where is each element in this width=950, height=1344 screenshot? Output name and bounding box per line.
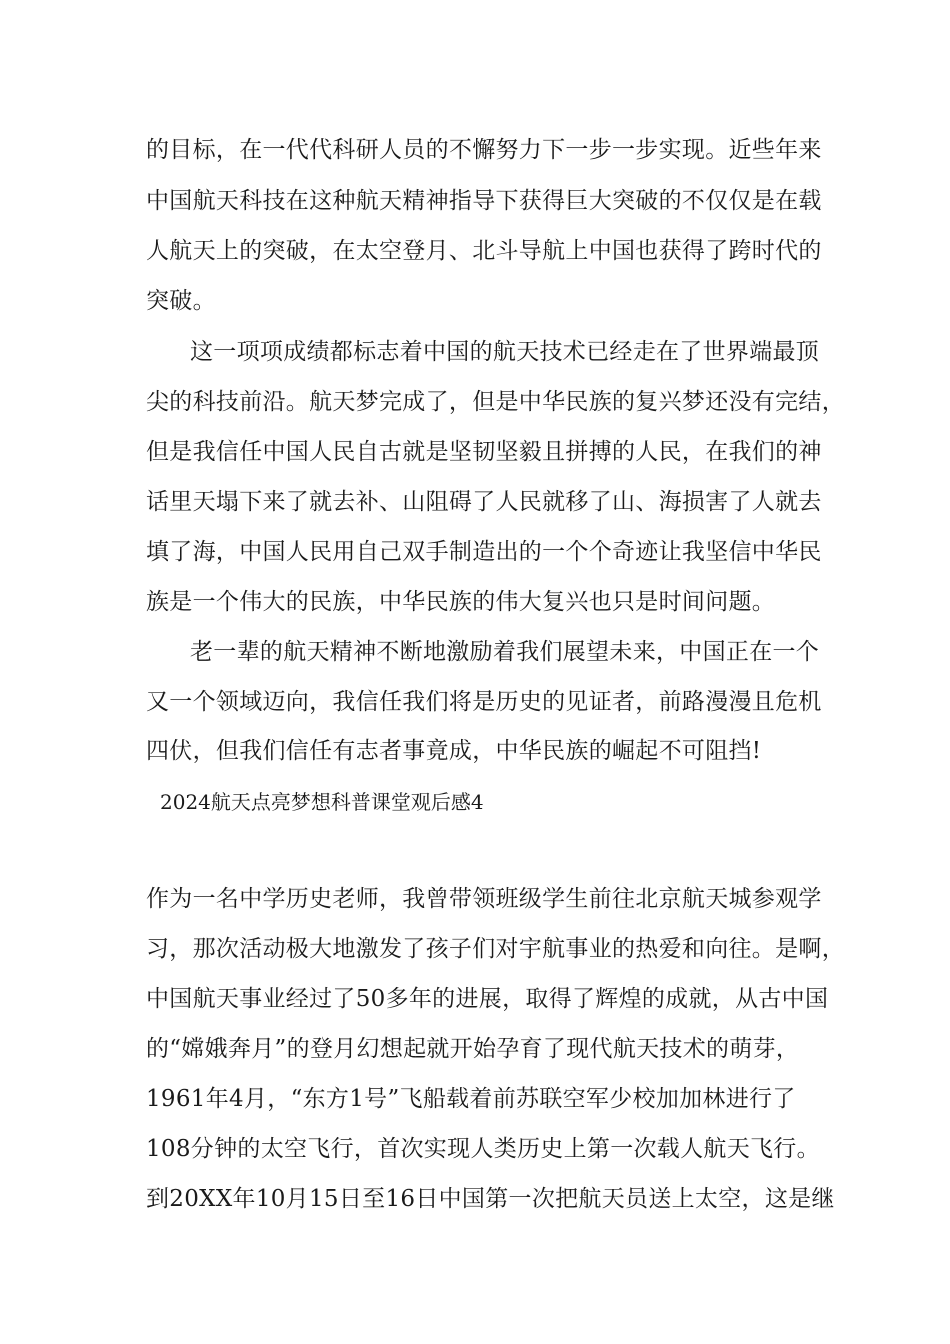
- section-title: 2024航天点亮梦想科普课堂观后感4: [160, 790, 484, 814]
- text-line: 习，那次活动极大地激发了孩子们对宇航事业的热爱和向往。是啊，: [146, 936, 845, 962]
- text-line: 话里天塌下来了就去补、山阻碍了人民就移了山、海损害了人就去: [146, 489, 822, 515]
- text-line: 中国航天事业经过了50多年的进展，取得了辉煌的成就，从古中国: [146, 986, 829, 1012]
- text-line: 又一个领域迈向，我信任我们将是历史的见证者，前路漫漫且危机: [146, 689, 822, 715]
- text-line: 1961年4月，“东方1号”飞船载着前苏联空军少校加加林进行了: [146, 1086, 796, 1112]
- text-line: 人航天上的突破，在太空登月、北斗导航上中国也获得了跨时代的: [146, 238, 822, 264]
- text-line: 族是一个伟大的民族，中华民族的伟大复兴也只是时间问题。: [146, 589, 776, 615]
- text-line: 这一项项成绩都标志着中国的航天技术已经走在了世界端最顶: [190, 339, 820, 365]
- text-line: 尖的科技前沿。航天梦完成了，但是中华民族的复兴梦还没有完结，: [146, 389, 845, 415]
- text-line: 但是我信任中国人民自古就是坚韧坚毅且拼搏的人民，在我们的神: [146, 439, 822, 465]
- text-line: 的“嫦娥奔月”的登月幻想起就开始孕育了现代航天技术的萌芽，: [146, 1036, 800, 1062]
- text-line: 中国航天科技在这种航天精神指导下获得巨大突破的不仅仅是在载: [146, 188, 822, 214]
- text-line: 老一辈的航天精神不断地激励着我们展望未来，中国正在一个: [190, 639, 820, 665]
- text-line: 突破。: [146, 288, 216, 314]
- text-line: 作为一名中学历史老师，我曾带领班级学生前往北京航天城参观学: [146, 886, 822, 912]
- text-line: 108分钟的太空飞行，首次实现人类历史上第一次载人航天飞行。: [146, 1136, 820, 1162]
- text-line: 到20XX年10月15日至16日中国第一次把航天员送上太空，这是继: [146, 1186, 835, 1212]
- text-line: 的目标，在一代代科研人员的不懈努力下一步一步实现。近些年来: [146, 137, 822, 163]
- text-line: 填了海，中国人民用自己双手制造出的一个个奇迹让我坚信中华民: [146, 539, 822, 565]
- text-line: 四伏，但我们信任有志者事竟成，中华民族的崛起不可阻挡!: [146, 738, 762, 764]
